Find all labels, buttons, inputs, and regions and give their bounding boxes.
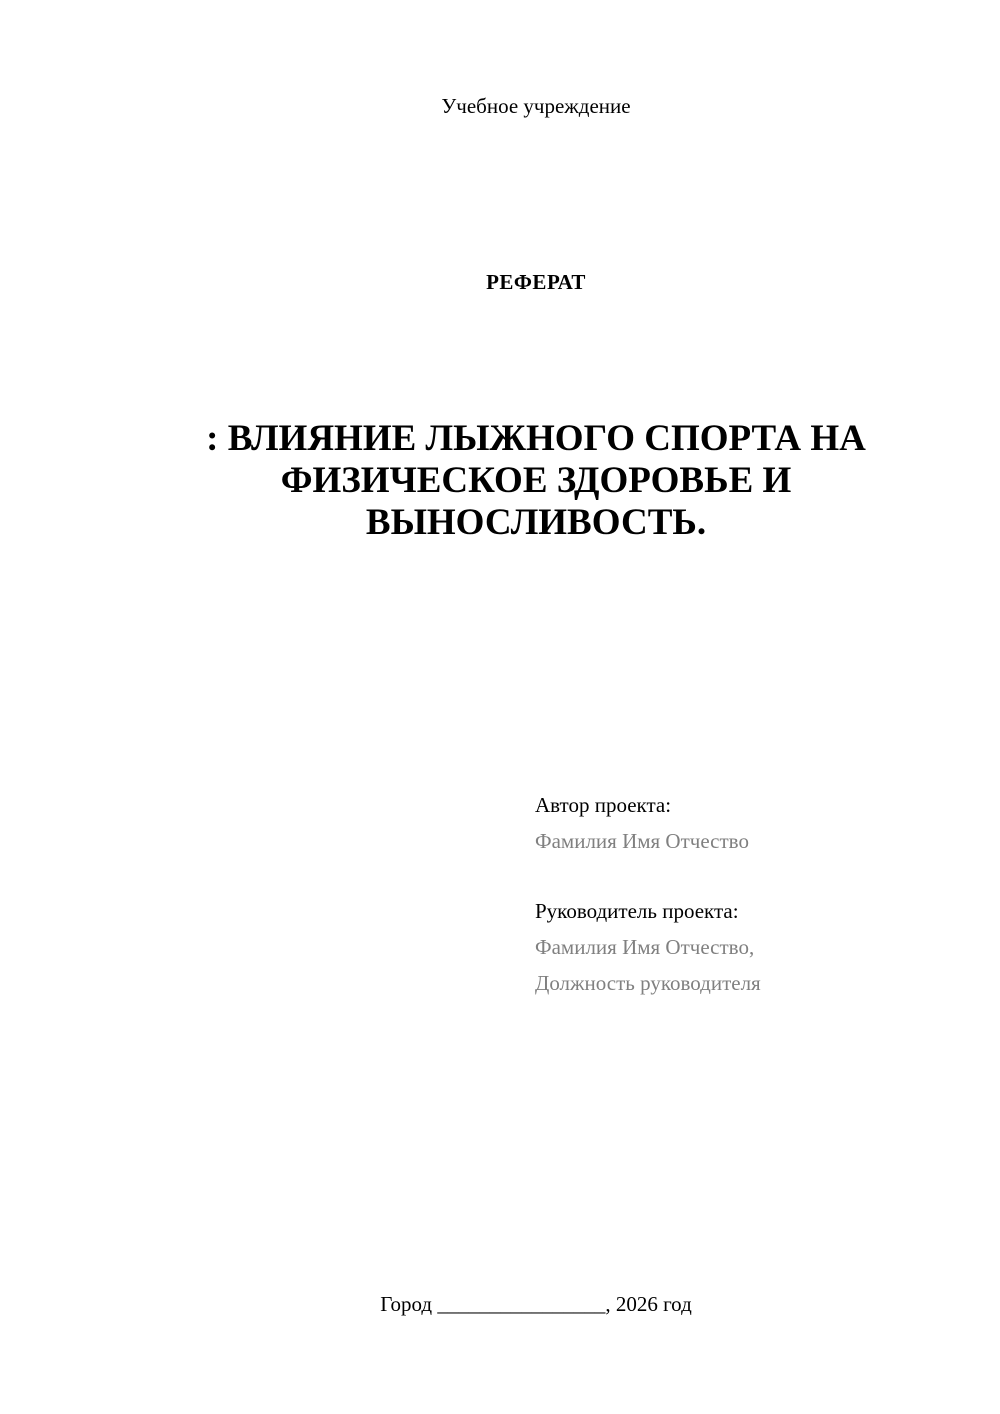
title-line: : ВЛИЯНИЕ ЛЫЖНОГО СПОРТА НА <box>206 418 866 459</box>
supervisor-name-placeholder: Фамилия Имя Отчество, <box>535 935 755 959</box>
author-name-placeholder: Фамилия Имя Отчество <box>535 829 749 853</box>
title-line: ВЫНОСЛИВОСТЬ. <box>365 502 707 543</box>
document-type-heading: РЕФЕРАТ <box>486 270 586 294</box>
supervisor-position-placeholder: Должность руководителя <box>535 971 761 995</box>
supervisor-label: Руководитель проекта: <box>535 899 739 923</box>
credits-spacer <box>535 859 975 893</box>
city-year-footer: Город ________________, 2026 год <box>380 1292 692 1316</box>
institution-name: Учебное учреждение <box>441 94 631 118</box>
title-line: ФИЗИЧЕСКОЕ ЗДОРОВЬЕ И <box>280 460 792 501</box>
document-title <box>160 418 912 544</box>
author-label: Автор проекта: <box>535 793 672 817</box>
project-credits <box>535 787 975 1001</box>
